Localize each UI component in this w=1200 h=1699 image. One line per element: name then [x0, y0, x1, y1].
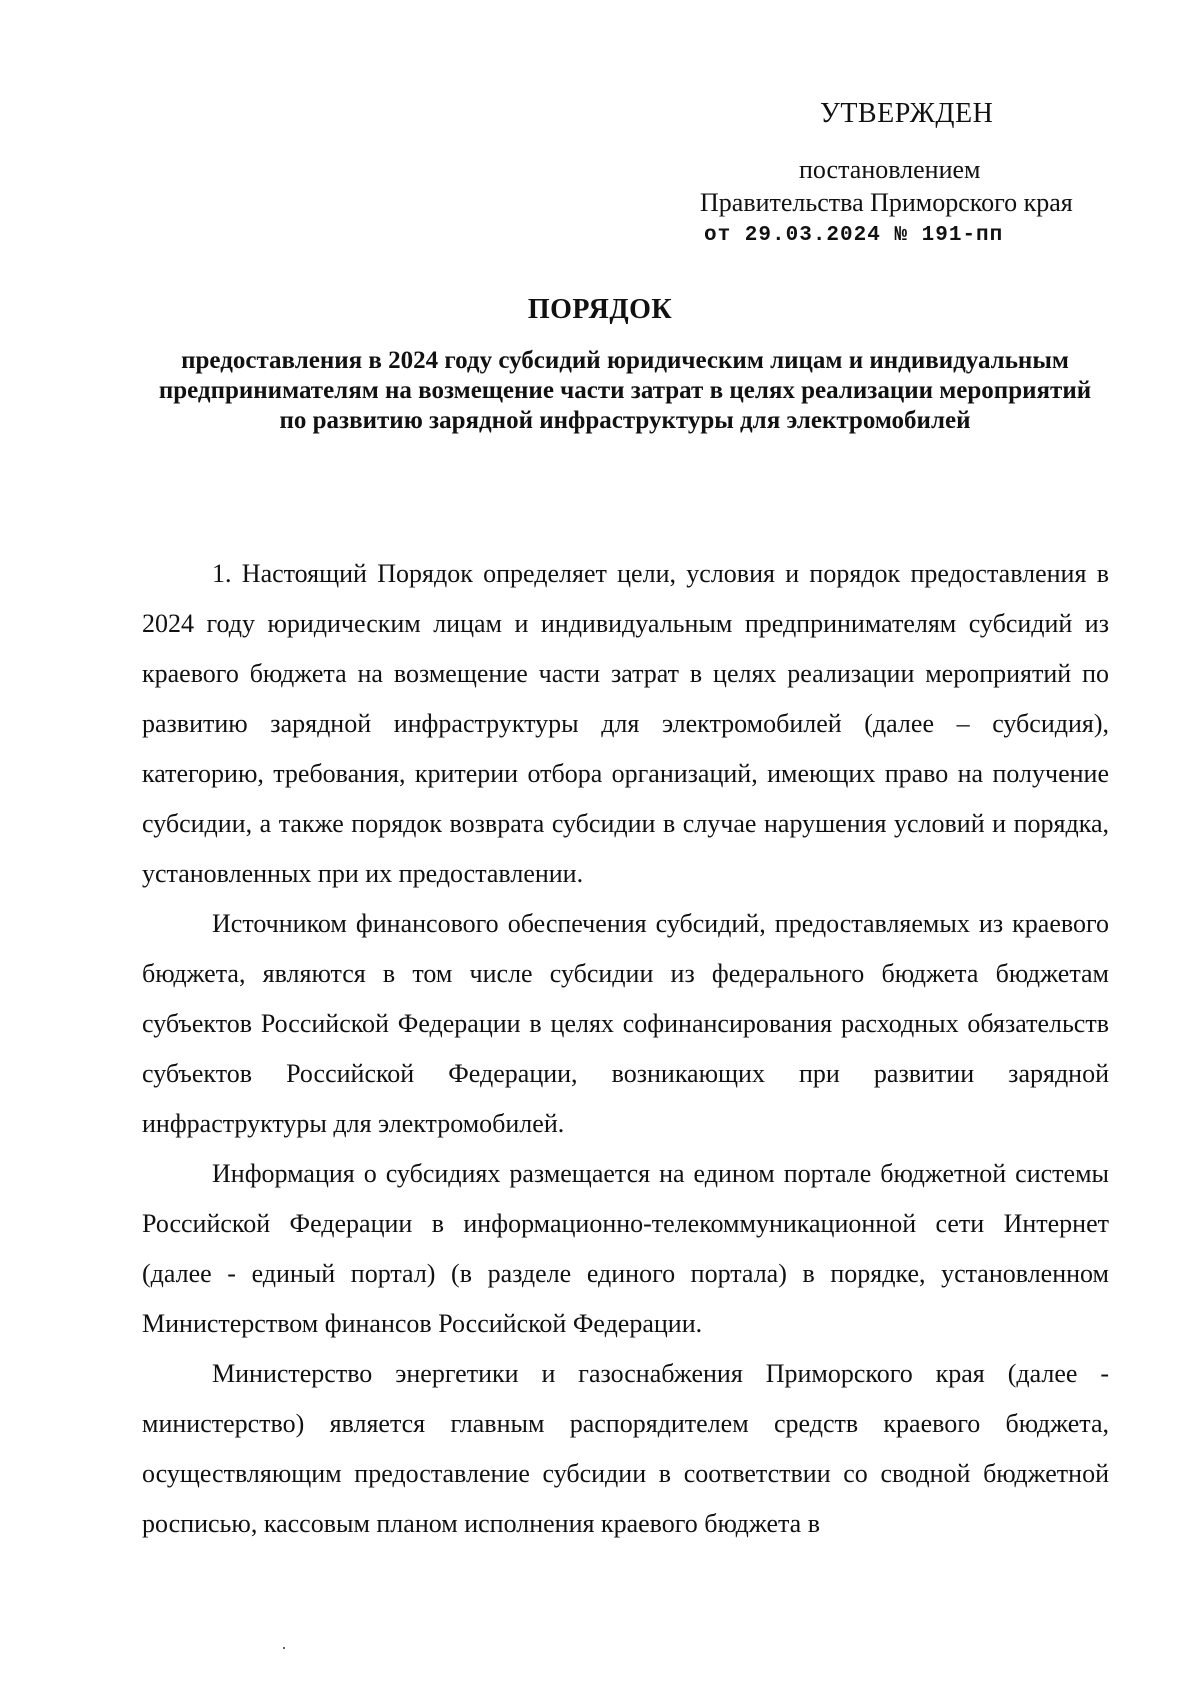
page-dot: [283, 1647, 285, 1649]
document-subtitle: предоставления в 2024 году субсидий юридическим лицам и индивидуальным предпринимателям на возмещение части затрат в целях реализации мероприятий по развитию зарядной инфраструктуры для электромобилей: [158, 347, 1092, 434]
paragraph-2: Источником финансового обеспечения субсидий, предоставляемых из краевого бюджета, являются в том числе субсидии из федерального бюджета бюджетам субъектов Российской Федерации в целях софинансирования расходных обязательств субъектов Российской Федерации, возникающих при развитии зарядной инфраструктуры для электромобилей.: [142, 909, 1109, 1138]
document-title: ПОРЯДОК: [527, 294, 673, 325]
approval-line-decree: постановлением: [799, 155, 981, 184]
paragraph-3: Информация о субсидиях размещается на едином портале бюджетной системы Российской Федерации в информационно-телекоммуникационной сети Интернет (далее - единый портал) (в разделе единого портала) в порядке, установленном Министерством финансов Российской Федерации.: [142, 1159, 1109, 1338]
document-body: [142, 549, 1109, 1549]
approval-title: УТВЕРЖДЕН: [820, 98, 994, 129]
approval-line-government: Правительства Приморского края: [700, 188, 1073, 217]
paragraph-4: Министерство энергетики и газоснабжения Приморского края (далее - министерство) является главным распорядителем средств краевого бюджета, осуществляющим предоставление субсидии в соответствии со сводной бюджетной росписью, кассовым планом исполнения краевого бюджета в: [142, 1359, 1109, 1538]
approval-stamp: от 29.03.2024 № 191-пп: [704, 224, 1004, 247]
paragraph-1: 1. Настоящий Порядок определяет цели, условия и порядок предоставления в 2024 году юридическим лицам и индивидуальным предпринимателям субсидий из краевого бюджета на возмещение части затрат в целях реализации мероприятий по развитию зарядной инфраструктуры для электромобилей (далее – субсидия), категорию, требования, критерии отбора организаций, имеющих право на получение субсидии, а также порядок возврата субсидии в случае нарушения условий и порядка, установленных при их предоставлении.: [142, 559, 1109, 888]
